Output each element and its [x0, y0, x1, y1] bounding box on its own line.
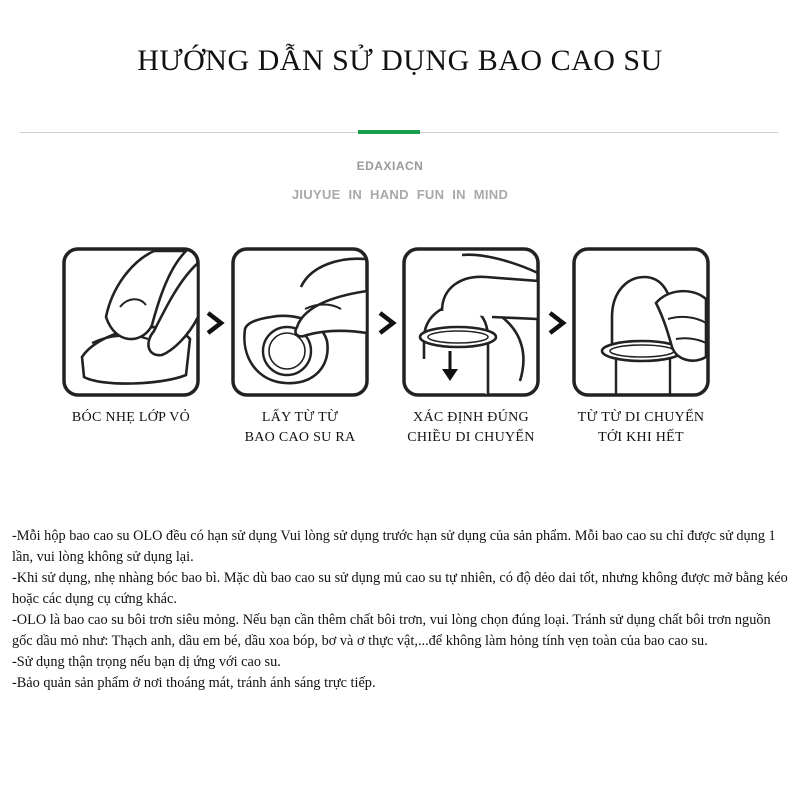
usage-notes	[12, 526, 792, 694]
chevron-right-icon	[547, 311, 567, 335]
step-2-caption-line2: BAO CAO SU RA	[244, 430, 356, 445]
step-1-caption-line1: BÓC NHẸ LỚP VỎ	[71, 410, 191, 425]
roll-down-icon	[572, 247, 710, 397]
check-direction-icon	[402, 247, 540, 397]
step-2-caption-line1: LẤY TỪ TỪ	[261, 410, 339, 425]
step-4-caption-line2: TỚI KHI HẾT	[598, 430, 684, 445]
step-3-illustration	[402, 247, 540, 397]
step-2-caption	[215, 408, 385, 448]
step-4-caption-line1: TỪ TỪ DI CHUYỂN	[577, 410, 705, 425]
usage-note: -Mỗi hộp bao cao su OLO đều có hạn sử dụng Vui lòng sử dụng trước hạn sử dụng của sản phẩm. Mỗi bao cao su chỉ được sử dụng 1 lần, vui lòng không sử dụng lại.	[12, 528, 776, 565]
take-out-condom-icon	[231, 247, 369, 397]
chevron-right-icon	[205, 311, 225, 335]
chevron-right-icon	[377, 311, 397, 335]
divider-accent	[358, 130, 420, 134]
usage-note: -Sử dụng thận trọng nếu bạn dị ứng với cao su.	[12, 654, 281, 670]
step-3-caption-line2: CHIỀU DI CHUYỂN	[407, 430, 535, 445]
page-title: HƯỚNG DẪN SỬ DỤNG BAO CAO SU	[137, 44, 663, 77]
usage-note: -Khi sử dụng, nhẹ nhàng bóc bao bì. Mặc dù bao cao su sử dụng mủ cao su tự nhiên, có độ dẻo dai tốt, nhưng không được mở bằng kéo hoặc các dụng cụ cứng khác.	[12, 570, 788, 607]
step-4-caption	[556, 408, 726, 448]
brand-slogan: JIUYUE IN HAND FUN IN MIND	[291, 187, 509, 202]
step-4-illustration	[572, 247, 710, 397]
step-1-illustration	[62, 247, 200, 397]
step-3-caption-line1: XÁC ĐỊNH ĐÚNG	[413, 410, 529, 425]
step-3-caption	[386, 408, 556, 448]
usage-note: -OLO là bao cao su bôi trơn siêu mỏng. Nếu bạn cần thêm chất bôi trơn, vui lòng chọn đúng loại. Tránh sử dụng chất bôi trơn nguồn gốc dầu mỏ như: Thạch anh, dầu em bé, dầu xoa bóp, bơ và ơ thực vật,...để không làm hỏng tính vẹn toàn của bao cao su.	[12, 612, 771, 649]
peel-package-icon	[62, 247, 200, 397]
step-2-illustration	[231, 247, 369, 397]
step-1-caption	[46, 408, 216, 428]
brand-name: EDAXIACN	[356, 159, 424, 173]
usage-note: -Bảo quản sản phẩm ở nơi thoáng mát, tránh ánh sáng trực tiếp.	[12, 675, 376, 691]
